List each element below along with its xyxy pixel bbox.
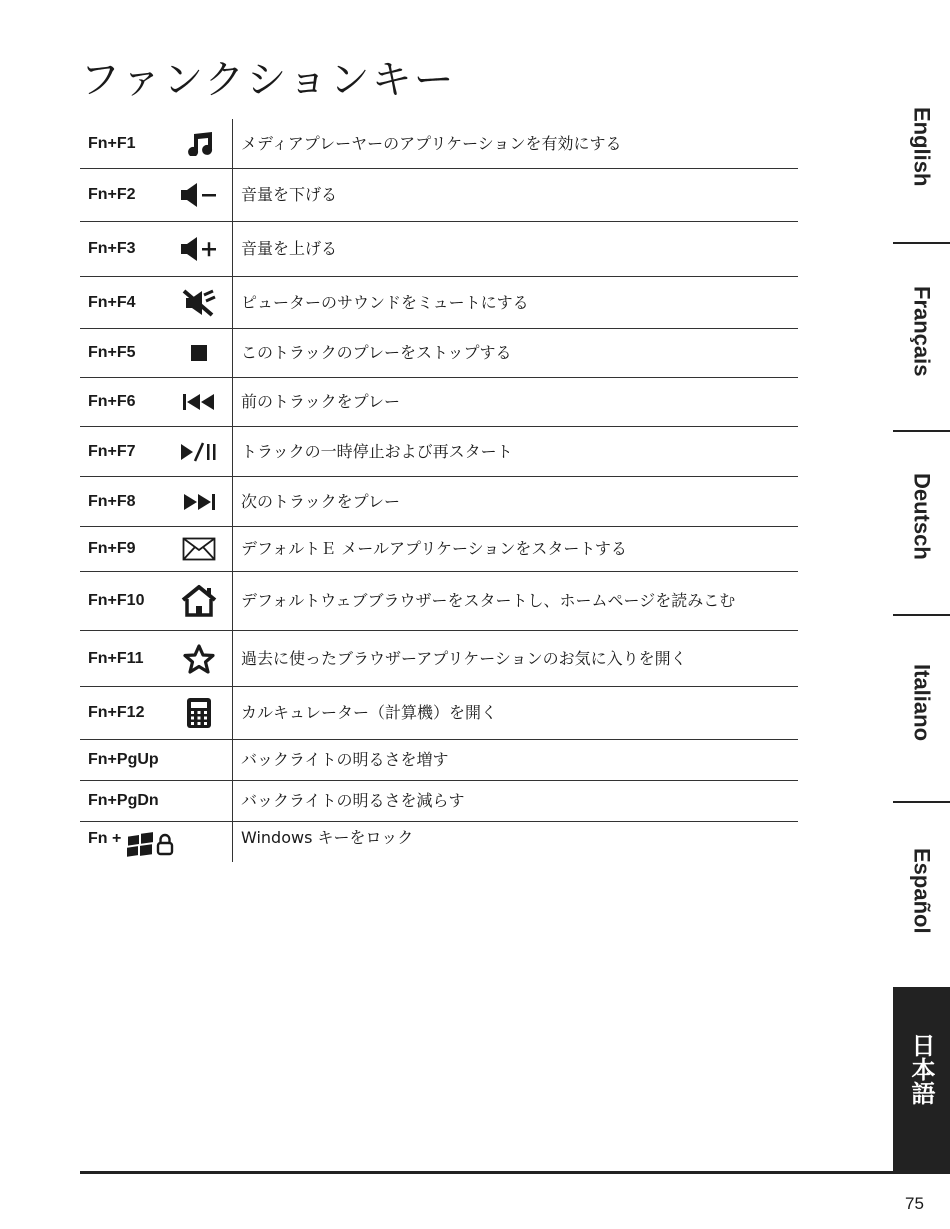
- table-row: [80, 631, 798, 687]
- email-icon: [170, 537, 228, 561]
- key-label: Fn+F11: [88, 649, 144, 667]
- tab-label: English: [909, 107, 935, 187]
- page-title: ファンクションキー: [80, 57, 456, 103]
- tab-espanol[interactable]: [893, 838, 950, 988]
- key-description: カルキュレーター（計算機）を開く: [241, 703, 498, 722]
- key-label: Fn+PgUp: [88, 751, 159, 768]
- key-description: 次のトラックをプレー: [241, 491, 401, 511]
- key-description: このトラックのプレーをストップする: [241, 343, 512, 362]
- key-label: Fn +: [88, 830, 122, 847]
- stop-icon: [170, 343, 228, 363]
- tab-japanese[interactable]: [893, 987, 950, 1171]
- volume-up-icon: [170, 236, 228, 262]
- key-description: バックライトの明るさを減らす: [241, 791, 465, 810]
- key-label: Fn+F5: [88, 344, 136, 361]
- key-cell: [80, 687, 233, 739]
- table-row: [80, 119, 798, 169]
- music-note-icon: [170, 132, 228, 156]
- tab-label: Italiano: [909, 664, 935, 742]
- key-description: ピューターのサウンドをミュートにする: [241, 292, 529, 312]
- tab-label: Français: [909, 286, 935, 377]
- key-cell: [80, 822, 233, 862]
- table-row: [80, 572, 798, 631]
- tab-label: 日本語: [907, 1033, 935, 1105]
- key-cell: [80, 527, 233, 571]
- key-description: デフォルトＥ メールアプリケーションをスタートする: [241, 539, 627, 558]
- table-row: [80, 222, 798, 277]
- key-cell: [80, 378, 233, 426]
- footer-rule: [80, 1171, 950, 1174]
- key-cell: [80, 329, 233, 377]
- key-label: Fn+PgDn: [88, 792, 159, 809]
- key-description: 音量を上げる: [241, 239, 338, 258]
- table-row: [80, 169, 798, 222]
- key-label: Fn+F8: [88, 492, 136, 510]
- key-cell: [80, 222, 233, 276]
- windows-lock-icon: [125, 830, 181, 862]
- table-row: [80, 378, 798, 427]
- table-row: [80, 427, 798, 477]
- key-label: Fn+F3: [88, 240, 136, 257]
- key-description: 音量を下げる: [241, 185, 338, 204]
- mute-icon: [170, 289, 228, 317]
- tab-label: Español: [909, 848, 935, 934]
- table-row: [80, 781, 798, 822]
- key-cell: [80, 427, 233, 476]
- tab-english[interactable]: [893, 97, 950, 242]
- key-cell: [80, 781, 233, 821]
- key-cell: [80, 740, 233, 780]
- table-row: [80, 740, 798, 781]
- tab-francais[interactable]: [893, 276, 950, 430]
- tab-divider: [893, 614, 950, 616]
- tab-divider: [893, 242, 950, 244]
- key-description: メディアプレーヤーのアプリケーションを有効にする: [241, 133, 622, 153]
- table-row: [80, 477, 798, 527]
- table-row: [80, 527, 798, 572]
- tab-divider: [893, 801, 950, 803]
- key-label: Fn+F4: [88, 293, 136, 311]
- key-cell: [80, 169, 233, 221]
- key-cell: [80, 631, 233, 686]
- tab-divider: [893, 430, 950, 432]
- key-description: 過去に使ったブラウザーアプリケーションのお気に入りを開く: [241, 648, 687, 668]
- calculator-icon: [170, 697, 228, 729]
- key-description: バックライトの明るさを増す: [241, 750, 449, 769]
- table-row: [80, 277, 798, 329]
- key-label: Fn+F9: [88, 540, 136, 557]
- key-description: Windows キーをロック: [241, 828, 414, 847]
- table-row: [80, 822, 798, 862]
- volume-down-icon: [170, 182, 228, 208]
- key-label: Fn+F1: [88, 134, 136, 152]
- previous-track-icon: [170, 393, 228, 411]
- key-label: Fn+F7: [88, 442, 136, 460]
- page-number: 75: [905, 1194, 924, 1213]
- key-label: Fn+F12: [88, 704, 145, 721]
- key-description: デフォルトウェブブラウザーをスタートし、ホームページを読みこむ: [241, 591, 736, 610]
- next-track-icon: [170, 493, 228, 511]
- star-icon: [170, 643, 228, 675]
- tab-deutsch[interactable]: [893, 463, 950, 614]
- tab-label: Deutsch: [909, 473, 935, 560]
- tab-italiano[interactable]: [893, 654, 950, 801]
- play-pause-icon: [170, 442, 228, 462]
- key-cell: [80, 277, 233, 328]
- function-key-table: [80, 119, 798, 862]
- key-description: 前のトラックをプレー: [241, 392, 401, 411]
- key-label: Fn+F10: [88, 592, 145, 609]
- home-icon: [170, 584, 228, 618]
- key-cell: [80, 119, 233, 168]
- key-label: Fn+F6: [88, 393, 136, 410]
- key-cell: [80, 572, 233, 630]
- key-description: トラックの一時停止および再スタート: [241, 441, 513, 461]
- table-row: [80, 329, 798, 378]
- table-row: [80, 687, 798, 740]
- key-cell: [80, 477, 233, 526]
- key-label: Fn+F2: [88, 186, 136, 203]
